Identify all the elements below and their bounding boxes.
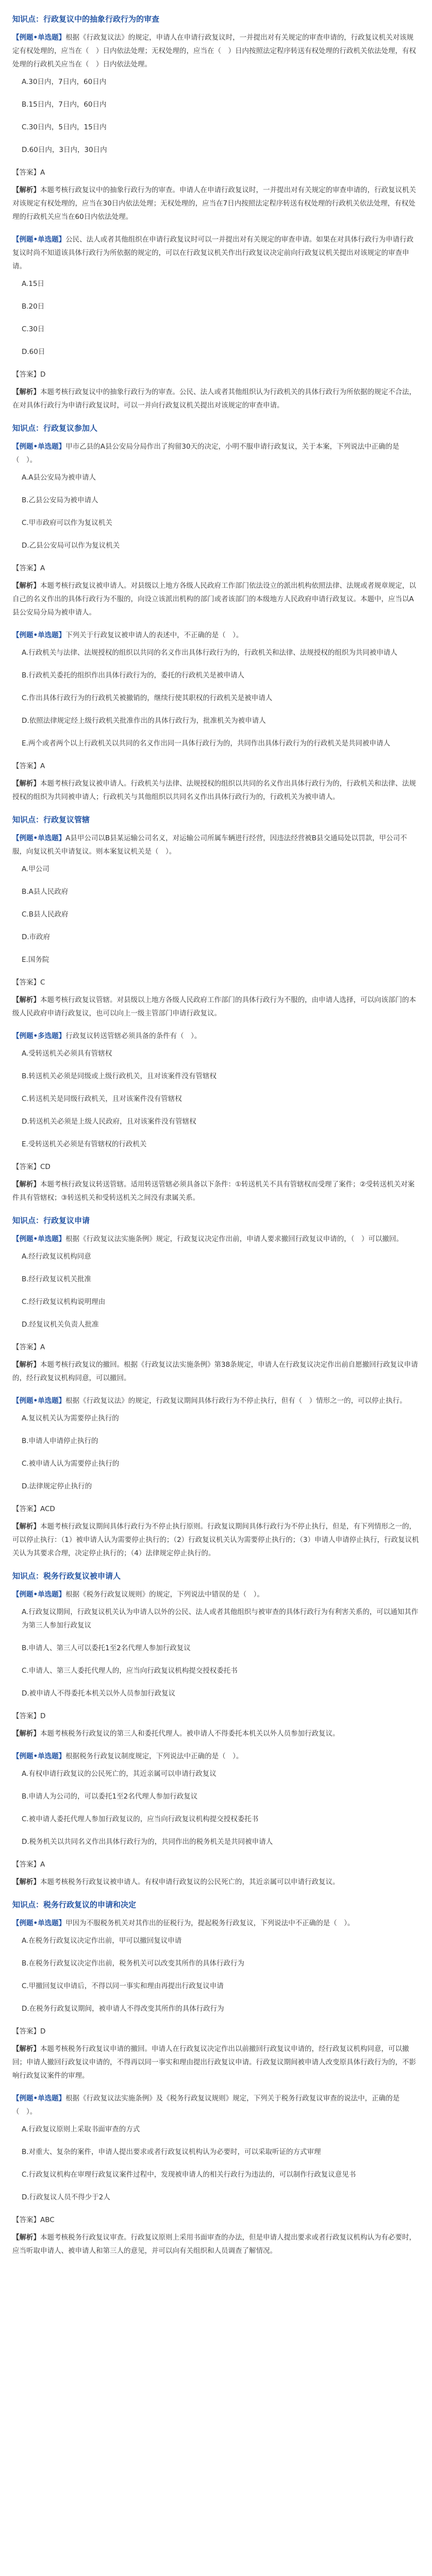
question-text: 根据《行政复议法》的规定，行政复议期间具体行政行为不停止执行，但有（ ）情形之一的，可以停止执行。 [65,1397,407,1405]
section-title: 知识点：税务行政复议的申请和决定 [12,1900,137,1909]
explanation-text: 本题考核行政复议中的抽象行政行为的审查。公民、法人或者其他组织认为行政机关的具体行政行为所依据的规定不合法，在对具体行政行为申请行政复议时，可以一并向行政复议机关提出对该规定的审查申请。 [12,388,416,410]
question-tag: 【例题•单选题】 [12,1397,66,1405]
option-item: C.30日内，5日内，15日内 [22,123,107,131]
option-item: B.乙县公安局为被申请人 [22,496,98,504]
explanation [12,579,420,619]
explanation-label: 【解析】 [12,779,40,788]
option-item: B.申请人为公司的，可以委托1至2名代理人参加行政复议 [22,1792,198,1801]
option-item: A.有权申请行政复议的公民死亡的，其近亲属可以申请行政复议 [22,1770,217,1778]
option-item: B.20日 [22,302,45,311]
question-tag: 【例题•单选题】 [12,2094,66,2103]
option-item: B.申请人申请停止执行的 [22,1437,98,1445]
answer-line: 【答案】D [12,1712,46,1720]
explanation-label: 【解析】 [12,1522,40,1531]
option-item: C.作出具体行政行为的行政机关被撤销的，继续行使其职权的行政机关是被申请人 [22,694,273,702]
option-item: C.转送机关是同级行政机关，且对该案件没有管辖权 [22,1095,182,1103]
answer-line: 【答案】A [12,564,45,572]
option-item: B.经行政复议机关批准 [22,1275,92,1283]
option-item: D.经复议机关负责人批准 [22,1320,99,1329]
option-item: A.在税务行政复议决定作出前，甲可以撤回复议申请 [22,1937,182,1945]
option-item: B.在税务行政复议决定作出前，税务机关可以改变其所作的具体行政行为 [22,1959,245,1968]
section-title: 知识点：行政复议申请 [12,1216,90,1225]
options-list [22,646,420,750]
question-text: 下列关于行政复议被申请人的表述中，不正确的是（ ）。 [65,631,243,639]
option-item: C.申请人、第三人委托代理人的，应当向行政复议机构提交授权委托书 [22,1667,238,1675]
option-item: A.甲公司 [22,865,49,873]
options-list [22,1412,420,1493]
options-list [22,277,420,359]
explanation-text: 本题考核行政复议被申请人。行政机关与法律、法规授权的组织以共同的名义作出具体行政行为的，行政机关和法律、法规授权的组织为共同被申请人；行政机关与其他组织以共同名义作出具体行政行为的，行政机关为被申请人。 [12,779,416,801]
question-text: 行政复议转送管辖必须具备的条件有（ ）。 [65,1032,202,1040]
question-stem [12,1029,420,1043]
options-list [22,75,420,157]
question-stem [12,1588,420,1601]
explanation-text: 本题考核行政复议中的抽象行政行为的审查。申请人在申请行政复议时，一并提出对有关规定的审查申请的，行政复议机关对该规定有权处理的，应当在30日内依法处理；无权处理的，应当在7日内按照法定程序转送有权处理的行政机关依法处理，有权处理的行政机关应当在60日内依法处理。 [12,186,416,221]
explanation [12,1178,420,1205]
answer-line: 【答案】D [12,370,46,379]
answer-line: 【答案】A [12,1860,45,1869]
question-stem [12,1232,420,1246]
explanation-text: 本题考核行政复议期间具体行政行为不停止执行原则。行政复议期间具体行政行为不停止执行，但是，有下列情形之一的，可以停止执行：（1）被申请人认为需要停止执行的；（2）行政复议机关认为需要停止执行的；（3）申请人申请停止执行，行政复议机关认为其要求合理，决定停止执行的；（4）法律规定停止执行的。 [12,1522,419,1557]
option-item: C.30日 [22,325,45,333]
question-tag: 【例题•单选题】 [12,1590,66,1599]
question-tag: 【例题•单选题】 [12,1752,66,1760]
option-item: D.60日 [22,348,45,356]
option-item: B.A县人民政府 [22,888,69,896]
explanation-label: 【解析】 [12,2045,40,2053]
explanation [12,1520,420,1560]
question-text: 甲市乙县的A县公安局分局作出了拘留30天的决定，小明不服申请行政复议，关于本案，下列说法中正确的是（ ）。 [12,443,400,464]
explanation [12,2042,420,2082]
option-item: E.两个或者两个以上行政机关以共同的名义作出同一具体行政行为的，共同作出具体行政行为的行政机关是共同被申请人 [22,739,390,748]
options-list [22,862,420,967]
explanation [12,1727,420,1740]
explanation [12,2231,420,2258]
option-item: C.B县人民政府 [22,910,69,919]
question-text: 根据《行政复议法》的规定，申请人在申请行政复议时，一并提出对有关规定的审查申请的，行政复议机关对该规定有权处理的，应当在（ ）日内依法处理；无权处理的，应当在（ ）日内按照法定程序转送有权处理的行政机关依法处理，有权处理的行政机关应当在（ ）日内依法处理。 [12,33,416,69]
explanation-label: 【解析】 [12,582,40,590]
options-list [22,1767,420,1849]
option-item: D.被申请人不得委托本机关以外人员参加行政复议 [22,1689,176,1698]
option-item: B.行政机关委托的组织作出具体行政行为的，委托的行政机关是被申请人 [22,671,245,680]
option-item: A.行政机关与法律、法规授权的组织以共同的名义作出具体行政行为的，行政机关和法律、法规授权的组织为共同被申请人 [22,649,397,657]
question-tag: 【例题•单选题】 [12,443,66,451]
option-item: D.60日内，3日内，30日内 [22,146,107,154]
explanation-label: 【解析】 [12,1878,40,1886]
option-item: D.法律规定停止执行的 [22,1482,92,1490]
option-item: C.甲市政府可以作为复议机关 [22,519,112,527]
answer-line: 【答案】A [12,1343,45,1351]
option-item: A.行政复议原则上采取书面审查的方式 [22,2125,140,2133]
question-stem [12,440,420,467]
question-tag: 【例题•单选题】 [12,33,66,42]
option-item: D.转送机关必须是上级人民政府，且对该案件没有管辖权 [22,1117,196,1126]
explanation-text: 本题考核行政复议转送管辖。适用转送管辖必须具备以下条件：①转送机关不具有管辖权而受理了案件；②受转送机关对案件具有管辖权；③转送机关和受转送机关之间没有隶属关系。 [12,1180,415,1202]
options-list [22,1605,420,1700]
option-item: D.乙县公安局可以作为复议机关 [22,541,120,550]
option-item: A.行政复议期间，行政复议机关认为申请人以外的公民、法人或者其他组织与被审查的具体行政行为有利害关系的，可以通知其作为第三人参加行政复议 [22,1608,419,1630]
explanation-text: 本题考核行政复议管辖。对县级以上地方各级人民政府工作部门的具体行政行为不服的，由申请人选择，可以向该部门的本级人民政府申请行政复议，也可以向上一级主管部门申请行政复议。 [12,996,416,1018]
question-stem [12,1917,420,1930]
options-list [22,2123,420,2204]
question-text: A县甲公司以B县某运输公司名义，对运输公司所属车辆进行经营，因违法经营被B县交通局处以罚款，甲公司不服，向复议机关申请复议。则本案复议机关是（ ）。 [12,834,407,856]
question-stem [12,1750,420,1763]
question-stem [12,31,420,71]
explanation [12,777,420,804]
option-item: A.A县公安局为被申请人 [22,473,96,482]
question-stem [12,2092,420,2119]
explanation-text: 本题考核行政复议的撤回。根据《行政复议法实施条例》第38条规定，申请人在行政复议决定作出前自愿撤回行政复议申请的，经行政复议机构同意，可以撤回。 [12,1361,418,1382]
option-item: D.市政府 [22,933,51,941]
question-stem [12,629,420,642]
question-tag: 【例题•单选题】 [12,235,66,244]
question-text: 根据《行政复议法实施条例》规定，行政复议决定作出前，申请人要求撤回行政复议申请的，（ ）可以撤回。 [65,1235,403,1243]
option-item: A.经行政复议机构同意 [22,1252,91,1261]
option-item: D.在税务行政复议期间，被申请人不得改变其所作的具体行政行为 [22,2005,224,2013]
option-item: A.30日内，7日内，60日内 [22,78,107,86]
option-item: C.经行政复议机构说明理由 [22,1298,106,1306]
answer-line: 【答案】CD [12,1163,51,1171]
explanation [12,1358,420,1385]
question-tag: 【例题•多选题】 [12,1032,66,1040]
explanation [12,1875,420,1889]
option-item: C.行政复议机构在审理行政复议案件过程中，发现被申请人的相关行政行为违法的，可以制作行政复议意见书 [22,2171,356,2179]
option-item: E.受转送机关必须是有管辖权的行政机关 [22,1140,147,1148]
options-list [22,1934,420,2015]
question-text: 甲因为不服税务机关对其作出的征税行为，提起税务行政复议，下列说法中不正确的是（ ）。 [65,1919,355,1927]
question-tag: 【例题•单选题】 [12,1235,66,1243]
section-title: 知识点：税务行政复议被申请人 [12,1571,121,1581]
question-stem [12,233,420,273]
option-item: C.被申请人认为需要停止执行的 [22,1460,120,1468]
option-item: D.行政复议人员不得少于2人 [22,2193,110,2201]
options-list [22,1047,420,1151]
explanation-text: 本题考核税务行政复议被申请人。有权申请行政复议的公民死亡的，其近亲属可以申请行政复议。 [40,1878,340,1886]
explanation-label: 【解析】 [12,1180,40,1189]
explanation-label: 【解析】 [12,1361,40,1369]
answer-line: 【答案】C [12,978,45,987]
explanation-text: 本题考核行政复议被申请人。对县级以上地方各级人民政府工作部门依法设立的派出机构依照法律、法规或者规章规定，以自己的名义作出的具体行政行为不服的，向设立该派出机构的部门或者该部门的本级地方人民政府申请行政复议。本题中，应当以A县公安局分局为被申请人。 [12,582,416,617]
answer-line: 【答案】ABC [12,2216,55,2224]
explanation-text: 本题考核税务行政复议申请的撤回。申请人在行政复议决定作出以前撤回行政复议申请的，经行政复议机构同意，可以撤回；申请人撤回行政复议申请的，不得再以同一事实和理由提出行政复议申请。行政复议期间被申请人改变原具体行政行为的，不影响行政复议案件的审理。 [12,2045,416,2080]
options-list [22,1250,420,1331]
explanation-label: 【解析】 [12,186,40,194]
explanation-text: 本题考核税务行政复议审查。行政复议原则上采用书面审查的办法，但是申请人提出要求或者行政复议机构认为有必要时，应当听取申请人、被申请人和第三人的意见，并可以向有关组织和人员调查了解情况。 [12,2233,416,2255]
explanation-label: 【解析】 [12,996,40,1004]
option-item: B.对重大、复杂的案件，申请人提出要求或者行政复议机构认为必要时，可以采取听证的方式审理 [22,2148,321,2156]
option-item: B.申请人、第三人可以委托1至2名代理人参加行政复议 [22,1644,191,1652]
question-tag: 【例题•单选题】 [12,1919,66,1927]
option-item: A.复议机关认为需要停止执行的 [22,1414,119,1422]
answer-line: 【答案】A [12,762,45,770]
explanation [12,385,420,412]
question-text: 根据税务行政复议制度规定，下列说法中正确的是（ ）。 [65,1752,243,1760]
option-item: C.被申请人委托代理人参加行政复议的，应当向行政复议机构提交授权委托书 [22,1815,259,1823]
explanation [12,993,420,1020]
question-text: 根据《行政复议法实施条例》及《税务行政复议规则》规定，下列关于税务行政复议审查的说法中，正确的是（ ）。 [12,2094,400,2116]
option-item: A.15日 [22,280,44,288]
question-text: 根据《税务行政复议规则》的规定，下列说法中错误的是（ ）。 [65,1590,264,1599]
question-tag: 【例题•单选题】 [12,631,66,639]
option-item: C.甲撤回复议申请后，不得以同一事实和理由再提出行政复议申请 [22,1982,224,1990]
option-item: B.转送机关必须是同级或上级行政机关，且对该案件没有管辖权 [22,1072,217,1080]
option-item: E.国务院 [22,956,49,964]
section-title: 知识点：行政复议中的抽象行政行为的审查 [12,14,160,24]
question-stem [12,832,420,858]
explanation-label: 【解析】 [12,2233,40,2242]
option-item: D.税务机关以共同名义作出具体行政行为的，共同作出的税务机关是共同被申请人 [22,1838,273,1846]
section-title: 知识点：行政复议管辖 [12,815,90,824]
options-list [22,471,420,552]
explanation-label: 【解析】 [12,388,40,396]
explanation-text: 本题考核税务行政复议的第三人和委托代理人。被申请人不得委托本机关以外人员参加行政复议。 [40,1730,340,1738]
explanation [12,183,420,224]
question-tag: 【例题•单选题】 [12,834,66,842]
section-title: 知识点：行政复议参加人 [12,423,98,433]
answer-line: 【答案】D [12,2027,46,2036]
answer-line: 【答案】A [12,168,45,177]
explanation-label: 【解析】 [12,1730,40,1738]
option-item: D.依照法律规定经上级行政机关批准作出的具体行政行为，批准机关为被申请人 [22,717,266,725]
question-text: 公民、法人或者其他组织在申请行政复议时可以一并提出对有关规定的审查申请。如果在对具体行政行为申请行政复议时尚不知道该具体行政行为所依据的规定的，可以在行政复议机关作出行政复议决定前向行政复议机关提出对该规定的审查申请。 [12,235,414,270]
answer-line: 【答案】ACD [12,1505,55,1513]
question-stem [12,1394,420,1408]
option-item: B.15日内，7日内，60日内 [22,100,107,109]
option-item: A.受转送机关必须具有管辖权 [22,1049,112,1058]
